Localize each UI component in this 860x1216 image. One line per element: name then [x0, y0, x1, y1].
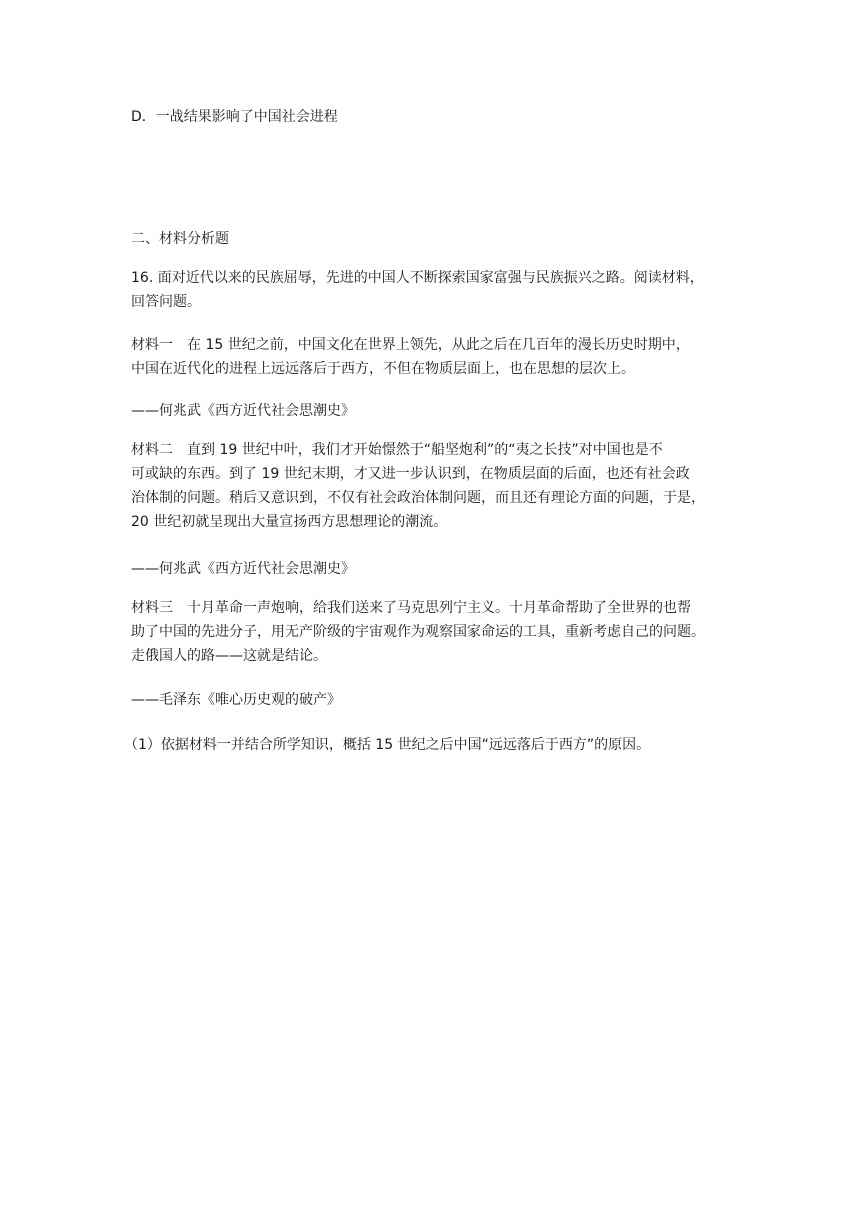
material-1-source: ——何兆武《西方近代社会思潮史》 — [131, 403, 355, 419]
material-2-line: 治体制的问题。稍后又意识到，不仅有社会政治体制问题，而且还有理论方面的问题，于是， — [131, 490, 705, 506]
material-3-line: 助了中国的先进分子，用无产阶级的宇宙观作为观察国家命运的工具，重新考虑自己的问题。 — [131, 624, 705, 640]
material-2-line: 20 世纪初就呈现出大量宣扬西方思想理论的潮流。 — [131, 514, 448, 530]
material-2 — [131, 438, 731, 534]
section-title: 二、材料分析题 — [131, 231, 229, 247]
material-1-line: 材料一 在 15 世纪之前，中国文化在世界上领先，从此之后在几百年的漫长历史时期中， — [131, 337, 690, 353]
question-16 — [131, 266, 731, 314]
material-2-line: 材料二 直到 19 世纪中叶，我们才开始憬然于“船坚炮利”的“夷之长技”对中国也是不 — [131, 442, 663, 458]
option-d: D．一战结果影响了中国社会进程 — [131, 109, 338, 125]
material-3-line: 材料三 十月革命一声炮响，给我们送来了马克思列宁主义。十月革命帮助了全世界的也帮 — [131, 600, 691, 616]
material-3-source: ——毛泽东《唯心历史观的破产》 — [131, 692, 341, 708]
material-1 — [131, 333, 731, 381]
material-2-line: 可或缺的东西。到了 19 世纪末期，才又进一步认识到，在物质层面的后面，也还有社会政 — [131, 466, 690, 482]
material-1-line: 中国在近代化的进程上远远落后于西方，不但在物质层面上，也在思想的层次上。 — [131, 361, 635, 377]
material-3-line: 走俄国人的路——这就是结论。 — [131, 648, 327, 664]
question-line: 16. 面对近代以来的民族屈辱，先进的中国人不断探索国家富强与民族振兴之路。阅读材料， — [131, 270, 704, 286]
material-2-source: ——何兆武《西方近代社会思潮史》 — [131, 561, 355, 577]
sub-question-1: （1）依据材料一并结合所学知识，概括 15 世纪之后中国“远远落后于西方”的原因。 — [124, 737, 651, 753]
question-line: 回答问题。 — [131, 294, 201, 310]
material-3 — [131, 596, 731, 668]
